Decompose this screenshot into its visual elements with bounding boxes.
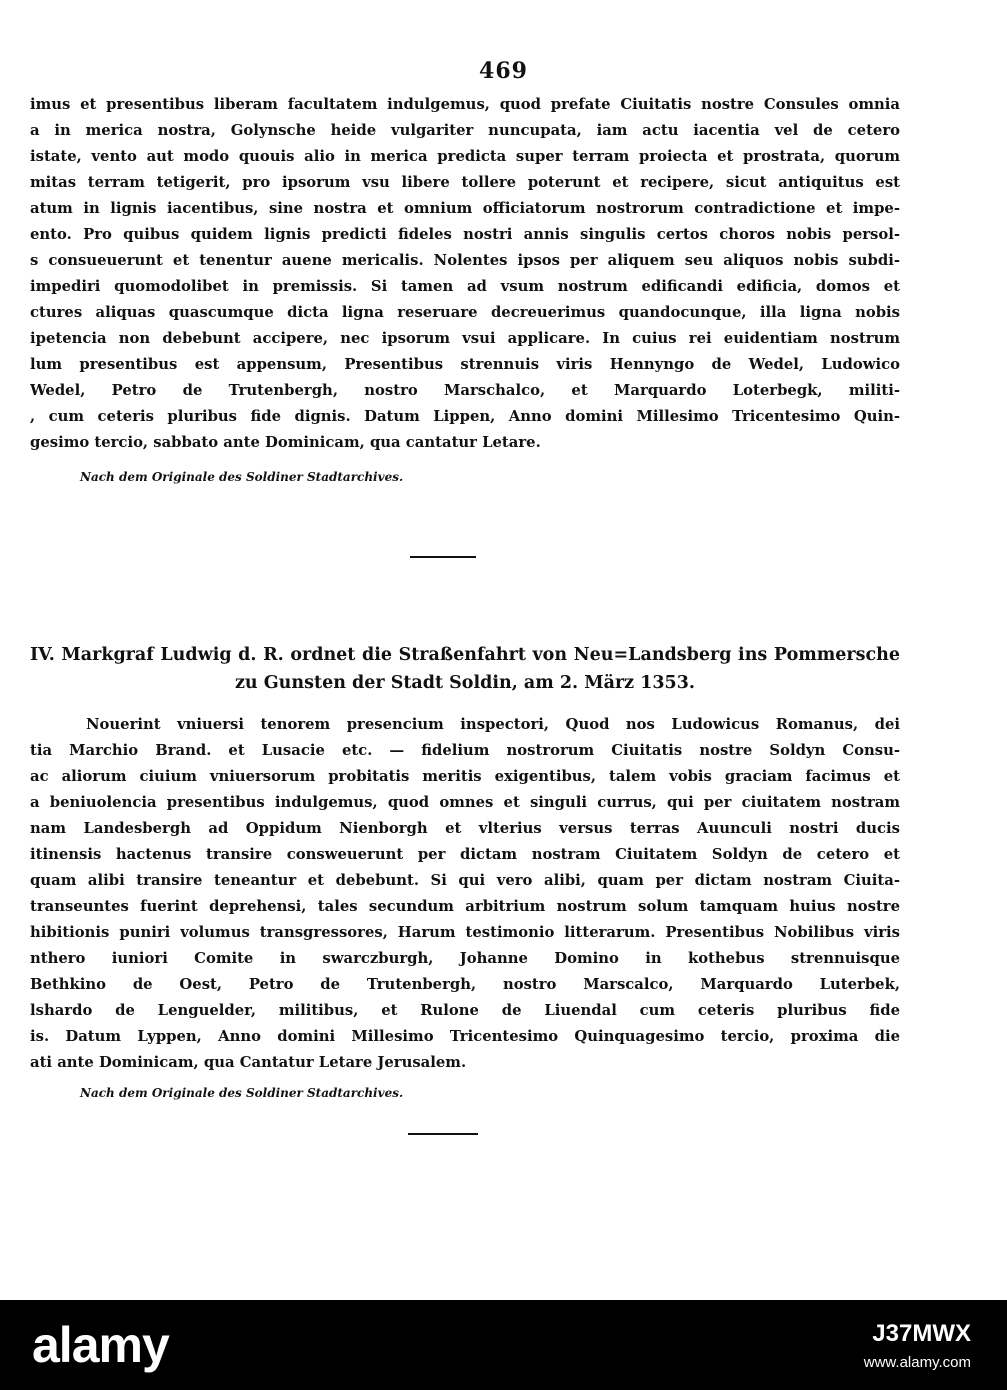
text-line: ipetencia non debebunt accipere, nec ipsorum vsui applicare. In cuius rei euidentiam nostrum bbox=[30, 330, 900, 347]
text-line: itinensis hactenus transire consweuerunt per dictam nostram Ciuitatem Soldyn de cetero et bbox=[30, 846, 900, 863]
charter-2-text bbox=[30, 712, 900, 1076]
charter-1-text bbox=[30, 92, 900, 456]
section-divider bbox=[410, 556, 476, 558]
text-line: istate, vento aut modo quouis alio in merica predicta super terram proiecta et prostrata, quorum bbox=[30, 148, 900, 165]
text-line: impediri quomodolibet in premissis. Si tamen ad vsum nostrum edificandi edificia, domos et bbox=[30, 278, 900, 295]
text-line: s consueuerunt et tenentur auene mericalis. Nolentes ipsos per aliquem seu aliquos nobis subdi- bbox=[30, 252, 900, 269]
image-id: J37MWX bbox=[872, 1320, 971, 1347]
text-line: atum in lignis iacentibus, sine nostra et omnium officiatorum nostrorum contradictione et impe- bbox=[30, 200, 900, 217]
text-line: a beniuolencia presentibus indulgemus, quod omnes et singuli currus, qui per ciuitatem nostram bbox=[30, 794, 900, 811]
text-line: ac aliorum ciuium vniuersorum probitatis meritis exigentibus, talem vobis graciam facimus et bbox=[30, 768, 900, 785]
text-line: a in merica nostra, Golynsche heide vulgariter nuncupata, iam actu iacentia vel de cetero bbox=[30, 122, 900, 139]
text-line: , cum ceteris pluribus fide dignis. Datum Lippen, Anno domini Millesimo Tricentesimo Quin- bbox=[30, 408, 900, 425]
text-line: tia Marchio Brand. et Lusacie etc. — fidelium nostrorum Ciuitatis nostre Soldyn Consu- bbox=[30, 742, 900, 759]
site-url: www.alamy.com bbox=[863, 1354, 971, 1371]
section-divider-end bbox=[408, 1133, 478, 1135]
text-line: is. Datum Lyppen, Anno domini Millesimo Tricentesimo Quinquagesimo tercio, proxima die bbox=[30, 1028, 900, 1045]
charter-2-heading-date: zu Gunsten der Stadt Soldin, am 2. März 1353. bbox=[234, 673, 695, 693]
text-line: nthero iuniori Comite in swarczburgh, Johanne Domino in kothebus strennuisque bbox=[30, 950, 900, 967]
page-number: 469 bbox=[479, 58, 528, 84]
text-line: transeuntes fuerint deprehensi, tales secundum arbitrium nostrum solum tamquam huius nostre bbox=[30, 898, 900, 915]
alamy-logo: alamy bbox=[32, 1317, 169, 1373]
watermark-footer bbox=[0, 1300, 1007, 1390]
text-line: Wedel, Petro de Trutenbergh, nostro Marschalco, et Marquardo Loterbegk, militi- bbox=[30, 382, 900, 399]
text-line: imus et presentibus liberam facultatem indulgemus, quod prefate Ciuitatis nostre Consules omnia bbox=[30, 96, 900, 113]
text-line: hibitionis puniri volumus transgressores, Harum testimonio litterarum. Presentibus Nobilibus viris bbox=[30, 924, 900, 941]
text-line: nam Landesbergh ad Oppidum Nienborgh et vlterius versus terras Auunculi nostri ducis bbox=[30, 820, 900, 837]
charter-2-heading: IV. Markgraf Ludwig d. R. ordnet die Straßenfahrt von Neu=Landsberg ins Pommersche bbox=[30, 645, 900, 665]
text-line: mitas terram tetigerit, pro ipsorum vsu libere tollere poterunt et recipere, sicut antiquitus est bbox=[30, 174, 900, 191]
charter-1-source-note: Nach dem Originale des Soldiner Stadtarchives. bbox=[80, 470, 404, 484]
text-line: gesimo tercio, sabbato ante Dominicam, qua cantatur Letare. bbox=[30, 434, 541, 451]
text-line: Nouerint vniuersi tenorem presencium inspectori, Quod nos Ludowicus Romanus, dei bbox=[86, 716, 900, 733]
text-line: ento. Pro quibus quidem lignis predicti fideles nostri annis singulis certos choros nobis persol- bbox=[30, 226, 900, 243]
text-line: ctures aliquas quascumque dicta ligna reseruare decreuerimus quandocunque, illa ligna nobis bbox=[30, 304, 900, 321]
text-line: lshardo de Lenguelder, militibus, et Rulone de Liuendal cum ceteris pluribus fide bbox=[30, 1002, 900, 1019]
text-line: ati ante Dominicam, qua Cantatur Letare Jerusalem. bbox=[30, 1054, 467, 1071]
text-line: quam alibi transire teneantur et debebunt. Si qui vero alibi, quam per dictam nostram Ciuita- bbox=[30, 872, 900, 889]
text-line: lum presentibus est appensum, Presentibus strennuis viris Hennyngo de Wedel, Ludowico bbox=[30, 356, 900, 373]
charter-2-source-note: Nach dem Originale des Soldiner Stadtarchives. bbox=[80, 1086, 404, 1100]
text-line: Bethkino de Oest, Petro de Trutenbergh, nostro Marscalco, Marquardo Luterbek, bbox=[30, 976, 900, 993]
